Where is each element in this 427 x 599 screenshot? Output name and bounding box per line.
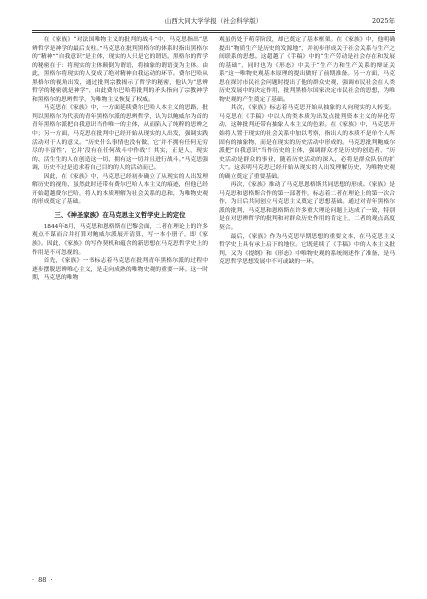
paragraph: 马克思在《家族》中，一方面延续费尔巴哈人本主义的思路，批判以黑格尔为代表的青年黑格尔派的思辨哲学，认为以鲍威尔为首的青年黑格尔派把自我意识当作唯一的主体，从而陷入了纯粹的思辨之中；另一方面，马克思在批判中已经开始从现实的人出发，强调实践活动对于人的意义。“历史什么事情也没有做，它‘并不拥有任何无穷尽的丰富性’，它并‘没有在任何战斗中作战’！其实，正是人，现实的、活生生的人在创造这一切，拥有这一切并且进行战斗。”马克思强调，历史不过是追求着自己目的的人的活动而已。 (32, 105, 208, 172)
paragraph: 因此，在《家族》中，马克思已经初步确立了从现实的人出发理解历史的视角，虽然此时还带有费尔巴哈人本主义的痕迹，但他已经开始超越费尔巴哈，将人的本质理解为社会关系的总和，为唯物史观的形成奠定了基础。 (32, 173, 208, 206)
paragraph: 在《家族》“对法国唯物主义的批判的战斗”中，马克思指出“思辨哲学是神学的最后支柱。”马克思在批判黑格尔的体系时指出黑格尔的“精神”“自我意识”是主体，现实的人只是它的谓语。黑格尔的哲学的秘密在于：将现实的主体颠倒为谓语，将抽象的谓语变为主体。由此，黑格尔将现实的人变成了绝对精神自我运动的环节。费尔巴哈从黑格尔的视角出发，通过批判宗教揭示了哲学的秘密，他认为“思辨哲学的秘密就是神学”，由此费尔巴哈将批判的矛头指向了宗教神学和黑格尔的思辨哲学，为唯物主义恢复了权威。 (32, 37, 208, 103)
journal-title: 山西大同大学学报（社会科学版） (164, 17, 263, 25)
paragraph: 再次，《家族》推动了马克思恩格斯共同思想的形成。《家族》是马克思和恩格斯合作的第一部著作，标志着二者在理论上的第一次合作，为日后共同创立马克思主义奠定了思想基础。通过对青年黑格尔派的批判，马克思和恩格斯在许多重大理论问题上达成了一致，特别是在对思辨哲学的批判和对群众历史作用的肯定上，二者的观点高度契合。 (219, 182, 395, 232)
paragraph: 最后，《家族》作为马克思早期思想的重要文本，在马克思主义哲学史上具有承上启下的地位。它既延续了《手稿》中的人本主义批判，又为《提纲》和《形态》中唯物史观的系统阐述作了准备，是马克思哲学思想发展中不可或缺的一环。 (219, 233, 395, 266)
running-header (32, 14, 395, 28)
paragraph: 1844年8月，马克思和恩格斯在巴黎会面，二者在理论上的许多观点不谋而合并打算对鲍威尔派展开清算，写一本小册子，即《家族》。因此，《家族》的写作契机和蕴含的新思想在马克思哲学史上的作用是不可忽视的。 (32, 223, 208, 256)
footer-bullet-end: · (50, 576, 53, 584)
paragraph: 观虽仍处于萌芽阶段，却已奠定了基本框架。在《家族》中，他明确提出“物质生产是历史的发源地”，并初步形成关于社会关系与生产之间联系的思想。这超越了《手稿》中的“生产劳动是社会存在和发展的基础”，同时也为《形态》中关于“生产力和生产关系的辩证关系”这一唯物史观基本原理的提出做好了前期准备。另一方面，马克思在探讨市民社会问题时提出了他的群众史观，强调市民社会在人类历史发展中的决定作用，批判黑格尔国家决定市民社会的思想，为唯物史观的产生奠定了基础。 (219, 37, 395, 103)
page-footer (32, 575, 55, 585)
right-column (219, 36, 395, 556)
page-number: 88 (38, 576, 47, 584)
publication-year: 2025年 (371, 17, 395, 25)
left-column (32, 36, 208, 556)
paragraph: 其次，《家族》标志着马克思开始从抽象的人向现实的人转变。马克思在《手稿》中以人的类本质为出发点批判资本主义的异化劳动，这种批判还带有抽象人本主义的色彩。在《家族》中，马克思开始将人置于现实的社会关系中加以考察，指出人的本质不是单个人所固有的抽象物，而是在现实的历史活动中形成的。马克思批判鲍威尔派把“自我意识”当作历史的主体，强调群众才是历史的创造者，“历史活动是群众的事业，随着历史活动的深入，必将是群众队伍的扩大”。这表明马克思已经开始从现实的人出发理解历史，为唯物史观的确立奠定了重要基础。 (219, 105, 395, 180)
footer-bullet: · (32, 576, 35, 584)
header-rule-thin (32, 32, 395, 33)
header-rule-thick (32, 30, 395, 31)
paragraph: 首先，《家族》一书标志着马克思在批判青年黑格尔派的过程中逐步摆脱思辨唯心主义，是走向成熟的唯物史观的重要一环。这一时期，马克思的唯物 (32, 258, 208, 282)
section-heading: 三、《神圣家族》在马克思主义哲学史上的定位 (54, 210, 186, 219)
